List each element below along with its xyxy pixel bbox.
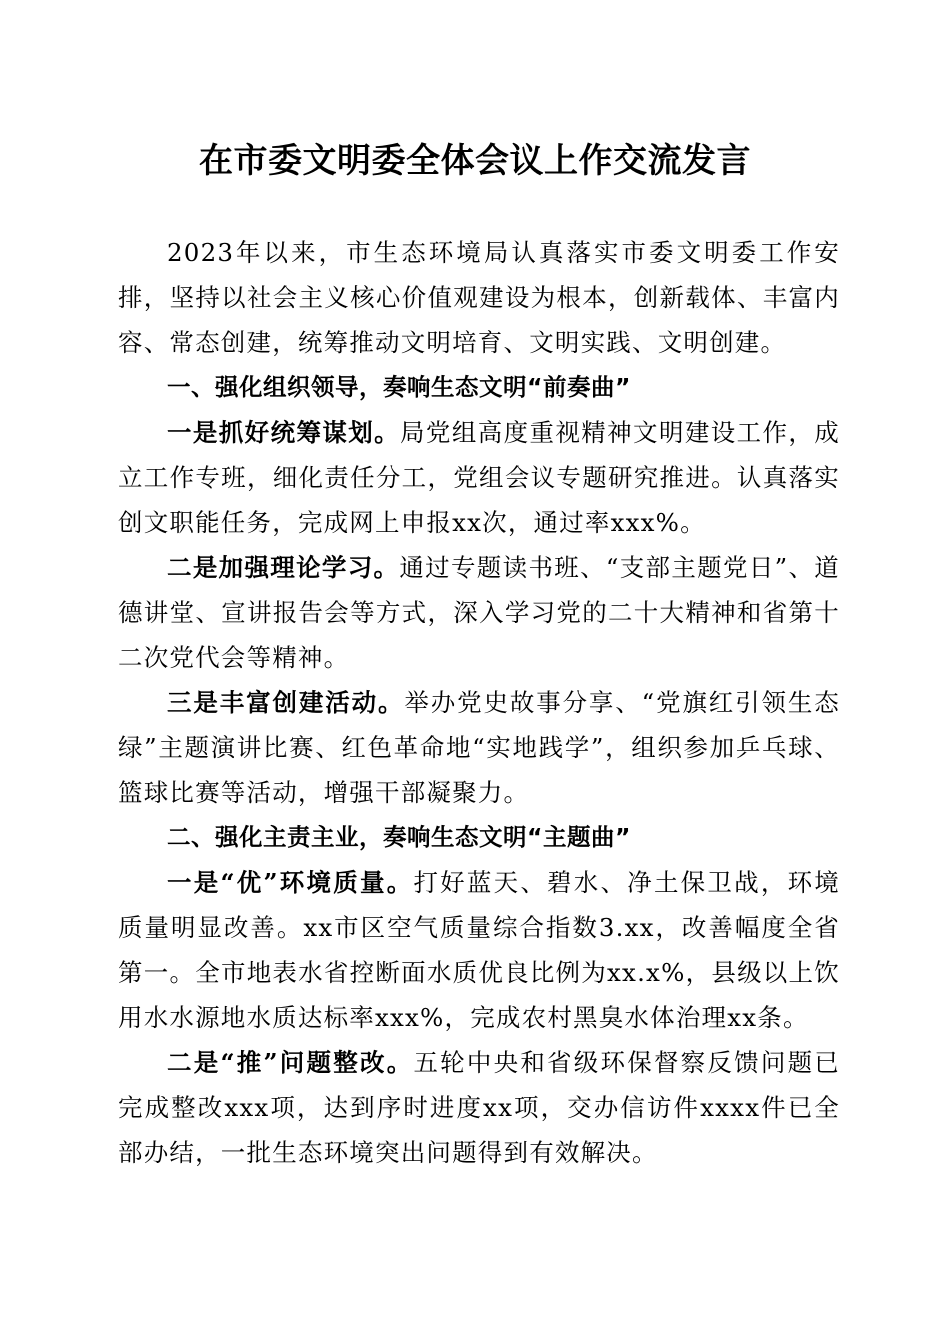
section-1-item-3 xyxy=(118,680,840,815)
item-text: 打好蓝天、碧水、净土保卫战，环境质量明显改善。xx市区空气质量综合指数3.xx，改善幅度全省第一。全市地表水省控断面水质优良比例为xx.x%，县级以上饮用水水源地水质达标率xxx%，完成农村黑臭水体治理xx条。 xyxy=(118,868,841,1032)
document-title: 在市委文明委全体会议上作交流发言 xyxy=(199,141,751,181)
section-2-heading: 二、强化主责主业，奏响生态文明“主题曲” xyxy=(167,823,631,851)
item-lead: 二是“推”问题整改。 xyxy=(167,1048,414,1077)
item-text: 举办党史故事分享、“党旗红引领生态绿”主题演讲比赛、红色革命地“实地践学”，组织参加乒乓球、篮球比赛等活动，增强干部凝聚力。 xyxy=(118,688,840,807)
section-1-heading: 一、强化组织领导，奏响生态文明“前奏曲” xyxy=(167,373,631,401)
section-2-item-1 xyxy=(118,860,840,1040)
document-body xyxy=(118,230,840,1175)
item-lead: 二是加强理论学习。 xyxy=(167,553,400,582)
intro-paragraph: 2023年以来，市生态环境局认真落实市委文明委工作安排，坚持以社会主义核心价值观建设为根本，创新载体、丰富内容、常态创建，统筹推动文明培育、文明实践、文明创建。 xyxy=(118,238,840,357)
section-2-item-2 xyxy=(118,1040,840,1175)
item-text: 通过专题读书班、“支部主题党日”、道德讲堂、宣讲报告会等方式，深入学习党的二十大精神和省第十二次党代会等精神。 xyxy=(118,553,840,672)
section-1-item-2 xyxy=(118,545,840,680)
item-text: 局党组高度重视精神文明建设工作，成立工作专班，细化责任分工，党组会议专题研究推进。认真落实创文职能任务，完成网上申报xx次，通过率xxx%。 xyxy=(118,418,840,537)
section-1-item-1 xyxy=(118,410,840,545)
item-lead: 一是抓好统筹谋划。 xyxy=(167,418,401,447)
item-lead: 一是“优”环境质量。 xyxy=(167,868,414,897)
item-lead: 三是丰富创建活动。 xyxy=(167,688,405,717)
item-text: 五轮中央和省级环保督察反馈问题已完成整改xxx项，达到序时进度xx项，交办信访件xxxx件已全部办结，一批生态环境突出问题得到有效解决。 xyxy=(118,1048,841,1167)
